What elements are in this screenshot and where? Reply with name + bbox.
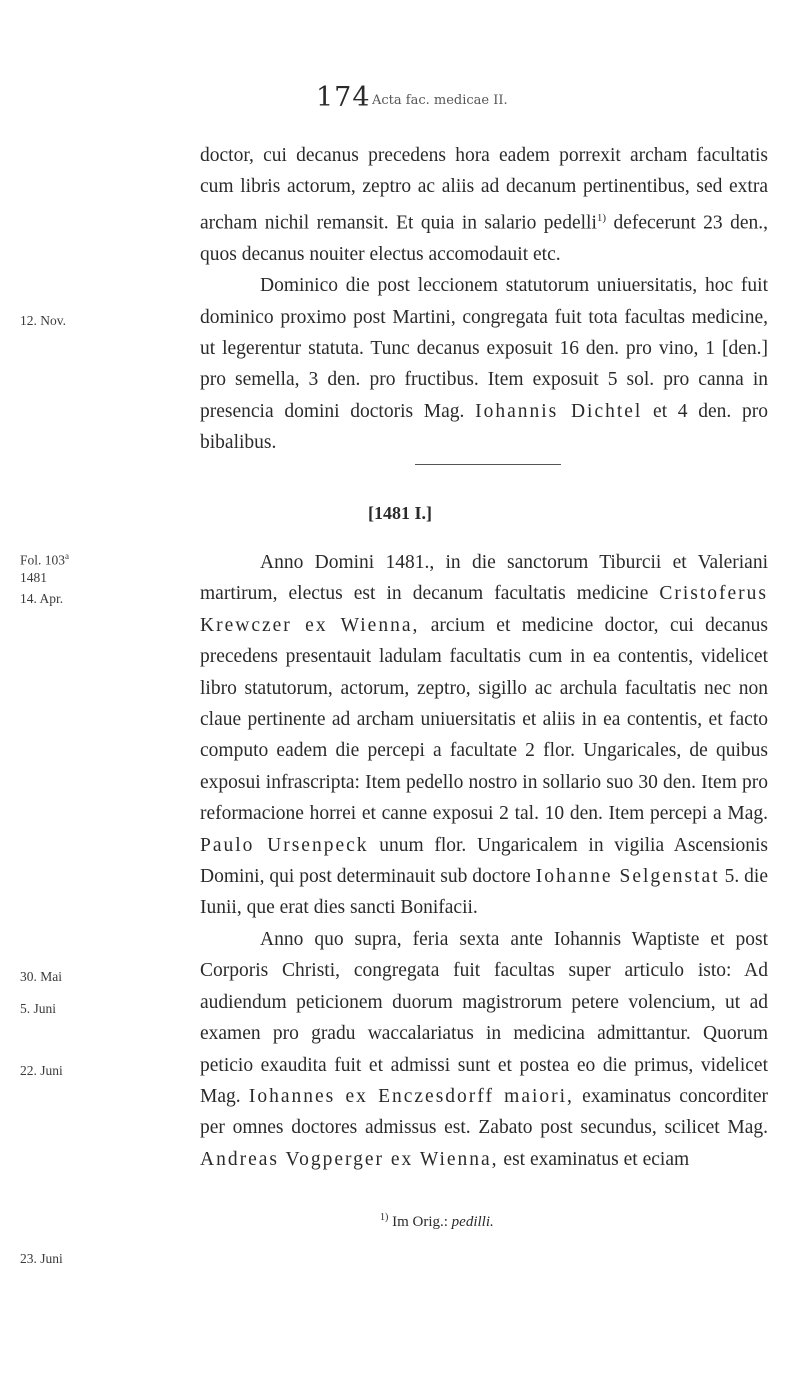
paragraph-1 — [200, 140, 768, 270]
margin-date-apr14: 14. Apr. — [20, 591, 64, 606]
p4-name-1: Iohannes ex Enczesdorff maiori, — [248, 1085, 574, 1107]
p3-name-3: Iohanne Selgenstat — [535, 866, 720, 888]
paragraph-3 — [200, 547, 768, 924]
section-heading: [1481 I.] — [368, 503, 432, 523]
running-title: Acta fac. medicae II. — [372, 93, 508, 108]
p3-name-1: Cristoferus Krewczer ex Wienna, — [200, 583, 768, 636]
p1-text-b: defecerunt 23 den., quos decanus nouiter electus accomodauit etc. — [200, 212, 768, 265]
text-block-main — [200, 547, 768, 1175]
p3-name-2: Paulo Ursenpeck — [200, 834, 369, 856]
margin-folio-sup: a — [65, 551, 70, 561]
footnote-text: Im Orig.: — [392, 1214, 452, 1230]
p3-text-c: unum flor. Ungaricalem in vigilia Ascensionis Domini, qui post determinauit sub doctore — [200, 834, 768, 888]
footnote-ref: 1) — [596, 211, 607, 224]
paragraph-2 — [200, 270, 768, 458]
section-divider — [415, 464, 561, 465]
p4-text-a: Anno quo supra, feria sexta ante Iohannis Waptiste et post Corporis Christi, congregata fuit facultas super articulo isto: Ad audiendum peticionem duorum magistrorum petere volencium, ut ad examen pro gradu waccalariatus in medicina admittantur. Quorum peticio exaudita fuit et admissi sunt et postea eo die primus, videlicet Mag. — [200, 928, 768, 1107]
p3-text-d: 5. die Iunii, que erat dies sancti Bonifacii. — [200, 866, 768, 919]
margin-year: 1481 — [20, 570, 47, 585]
page-number: 174 — [316, 82, 371, 113]
p2-text-a: Dominico die post leccionem statutorum uniuersitatis, hoc fuit dominico proximo post Martini, congregata fuit tota facultas medicine, ut legerentur statuta. Tunc decanus exposuit 16 den. pro vino, 1 [den.] pro semella, 3 den. pro fructibus. Item exposuit 5 sol. pro canna in presencia domini doctoris Mag. — [200, 275, 768, 422]
paragraph-4 — [200, 924, 768, 1175]
p4-text-c: est examinatus et eciam — [498, 1148, 690, 1170]
margin-date-juni23: 23. Juni — [20, 1251, 63, 1266]
p3-text-b: arcium et medicine doctor, cui decanus precedens presentauit ladulam facultatis cum in ea contentis, videlicet libro statutorum, actorum, zeptro, sigillo ac archula facultatis nec non claue pertinente ad archam uniuersitatis et aliis in ea contentis, et facto computo eadem die percepi a facultate 2 flor. Ungaricales, de quibus exposui infrascripta: Item pedello nostro in sollario suo 30 den. Item pro reformacione horrei et canne exposui 2 tal. 10 den. Item percepi a Mag. — [200, 614, 768, 825]
p2-text-b: et 4 den. pro bibalibus. — [200, 400, 768, 454]
p2-name: Iohannis Dichtel — [475, 400, 643, 422]
margin-date-nov12: 12. Nov. — [20, 313, 66, 328]
margin-date-juni5: 5. Juni — [20, 1001, 57, 1016]
p3-text-a: Anno Domini 1481., in die sanctorum Tiburcii et Valeriani martirum, electus est in decanum facultatis medicine — [200, 552, 768, 605]
margin-folio-text: Fol. 103 — [20, 552, 66, 568]
p1-text-a: doctor, cui decanus precedens hora eadem porrexit archam facultatis cum libris actorum, zeptro ac aliis ad decanum pertinentibus, sed extra archam nichil remansit. Et quia in salario pedelli — [200, 145, 768, 234]
text-block-top — [200, 140, 768, 459]
page-header — [0, 82, 800, 122]
margin-date-juni22: 22. Juni — [20, 1063, 63, 1078]
footnote-marker: 1) — [380, 1212, 389, 1223]
p4-name-2: Andreas Vogperger ex Wienna, — [200, 1148, 499, 1170]
footnote — [380, 1212, 494, 1231]
footnote-italic: pedilli. — [451, 1214, 494, 1230]
p4-text-b: examinatus concorditer per omnes doctores admissus est. Zabato post secundus, scilicet Mag. — [200, 1085, 768, 1139]
margin-date-mai30: 30. Mai — [20, 969, 62, 984]
